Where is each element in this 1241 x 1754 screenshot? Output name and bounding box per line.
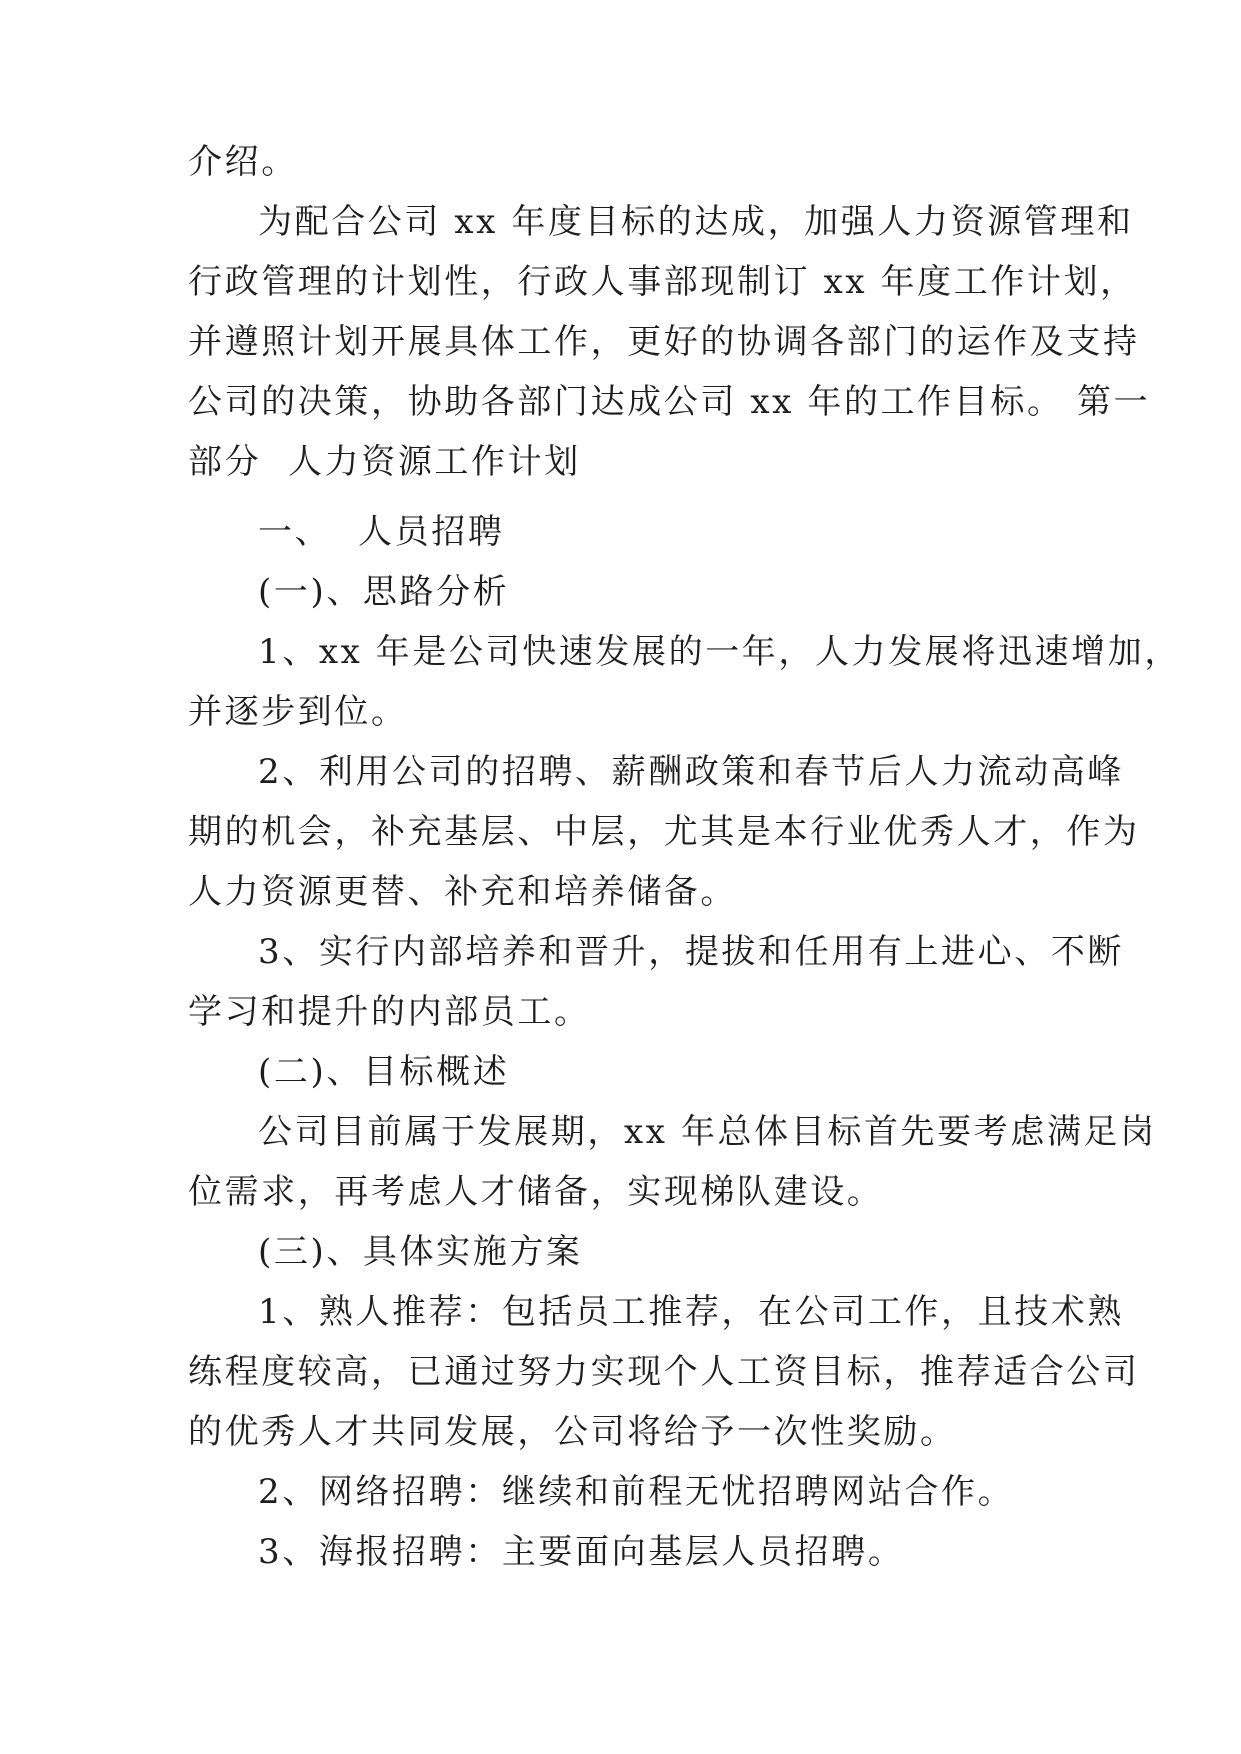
text-line: 为配合公司 xx 年度目标的达成，加强人力资源管理和 (258, 202, 1134, 242)
text-line: 并逐步到位。 (188, 692, 408, 732)
section-heading: 一、 人员招聘 (258, 512, 505, 552)
text-line: 1、熟人推荐：包括员工推荐，在公司工作，且技术熟 (258, 1292, 1125, 1332)
subsection-heading: (三)、具体实施方案 (258, 1232, 583, 1272)
text-line: 公司目前属于发展期，xx 年总体目标首先要考虑满足岗 (258, 1112, 1157, 1152)
text-line: 2、网络招聘：继续和前程无忧招聘网站合作。 (258, 1472, 1015, 1512)
text-line: 练程度较高，已通过努力实现个人工资目标，推荐适合公司 (188, 1352, 1140, 1392)
subsection-heading: (二)、目标概述 (258, 1052, 510, 1092)
text-line: 人力资源更替、补充和培养储备。 (188, 872, 737, 912)
text-line: 公司的决策，协助各部门达成公司 xx 年的工作目标。 第一 (188, 382, 1151, 422)
text-line: 行政管理的计划性，行政人事部现制订 xx 年度工作计划， (188, 262, 1137, 302)
text-line: 介绍。 (188, 142, 298, 182)
text-line: 3、海报招聘：主要面向基层人员招聘。 (258, 1532, 905, 1572)
text-line: 期的机会，补充基层、中层，尤其是本行业优秀人才，作为 (188, 812, 1140, 852)
text-line: 部分 人力资源工作计划 (188, 442, 581, 482)
text-line: 的优秀人才共同发展，公司将给予一次性奖励。 (188, 1412, 957, 1452)
subsection-heading: (一)、思路分析 (258, 572, 510, 612)
text-line: 3、实行内部培养和晋升，提拔和任用有上进心、不断 (258, 932, 1125, 972)
text-line: 位需求，再考虑人才储备，实现梯队建设。 (188, 1172, 884, 1212)
text-line: 2、利用公司的招聘、薪酬政策和春节后人力流动高峰 (258, 752, 1125, 792)
text-line: 1、xx 年是公司快速发展的一年，人力发展将迅速增加， (258, 632, 1181, 672)
text-line: 并遵照计划开展具体工作，更好的协调各部门的运作及支持 (188, 322, 1140, 362)
text-line: 学习和提升的内部员工。 (188, 992, 591, 1032)
